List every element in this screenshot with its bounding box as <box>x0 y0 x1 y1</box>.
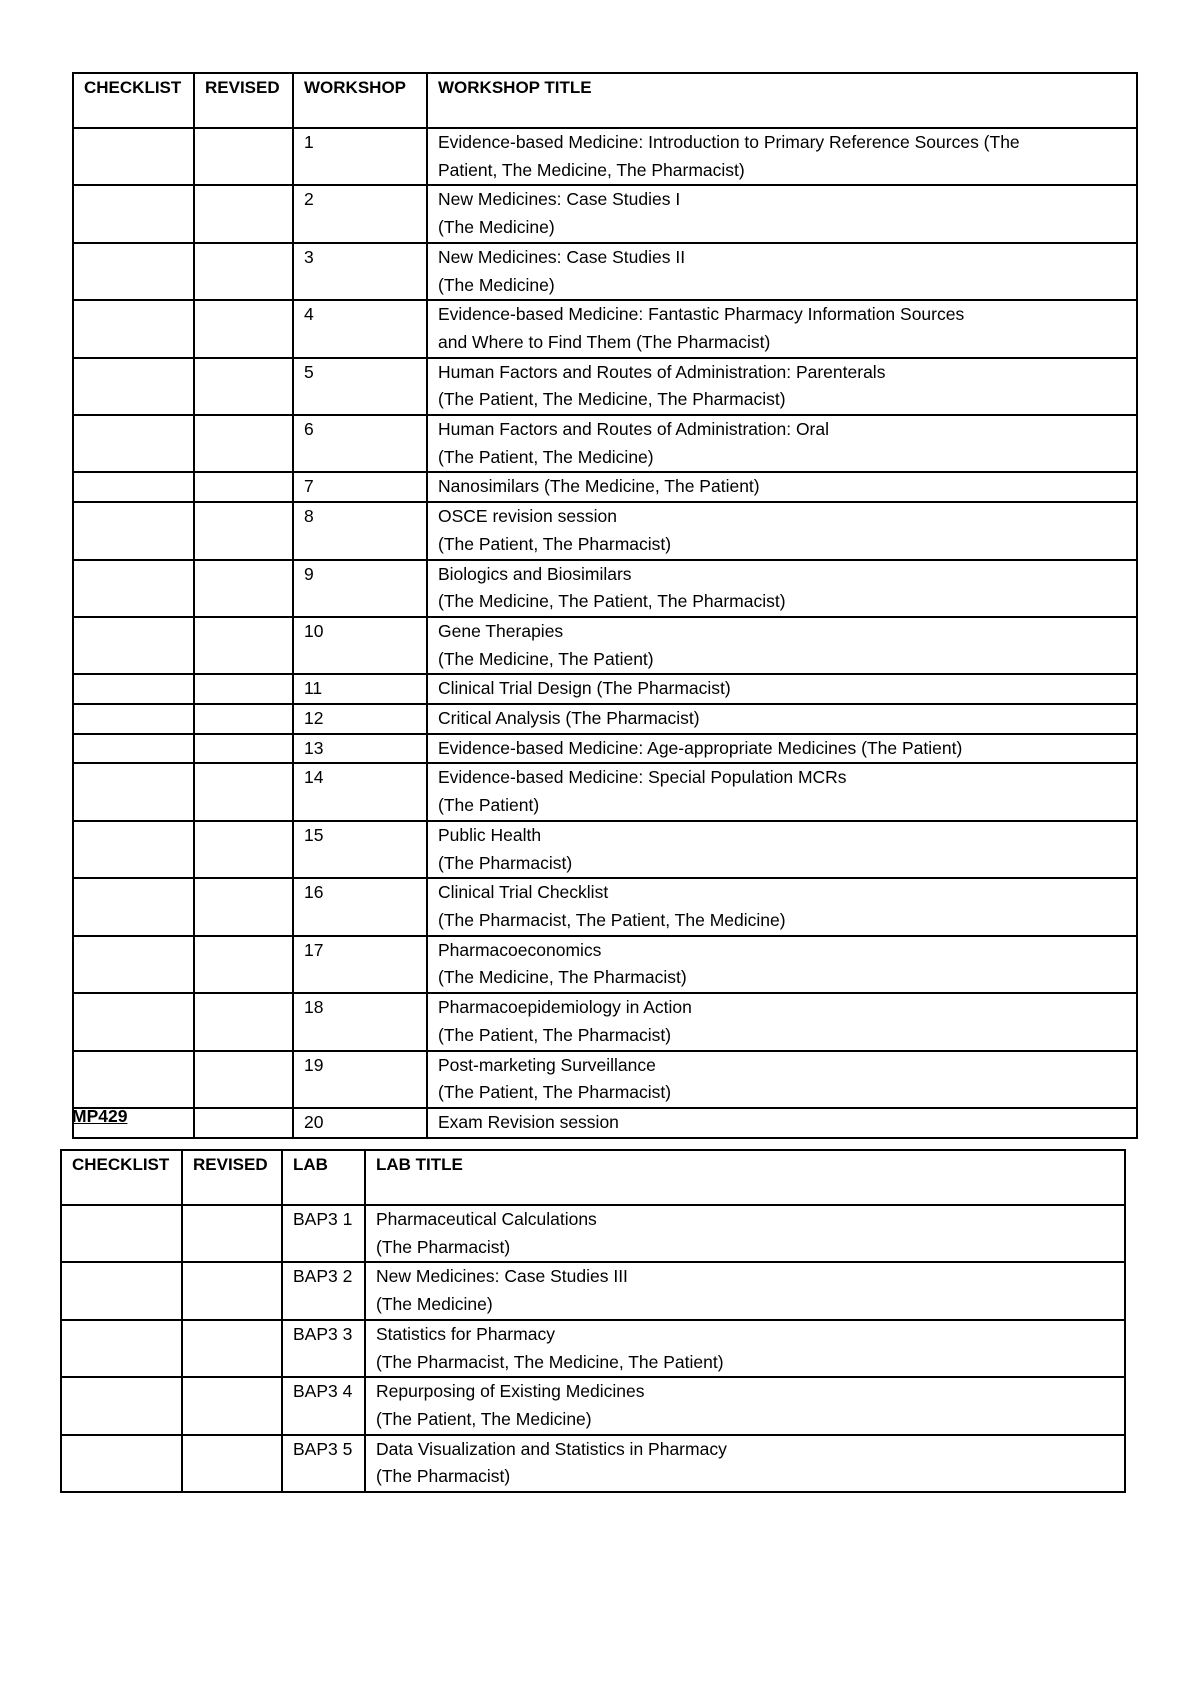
lab-header-row <box>61 1150 1125 1205</box>
workshop-number: 3 <box>293 243 427 300</box>
workshop-title-line: Clinical Trial Checklist <box>438 882 609 903</box>
header-revised: REVISED <box>194 73 293 128</box>
table-row <box>73 243 1137 300</box>
lab-title <box>365 1320 1125 1377</box>
workshop-title-line: Pharmacoeconomics <box>438 939 602 960</box>
table-row <box>73 502 1137 559</box>
header-lab-title: LAB TITLE <box>365 1150 1125 1205</box>
workshop-title <box>427 936 1137 993</box>
revised-cell[interactable] <box>182 1320 282 1377</box>
lab-table <box>60 1149 1126 1493</box>
checklist-cell[interactable] <box>73 704 194 734</box>
workshop-number: 8 <box>293 502 427 559</box>
workshop-title-line: Clinical Trial Design (The Pharmacist) <box>438 678 731 699</box>
header-lab: LAB <box>282 1150 365 1205</box>
table-row <box>73 763 1137 820</box>
workshop-subtitle-line: (The Patient) <box>438 795 540 816</box>
workshop-title-line: Evidence-based Medicine: Introduction to Primary Reference Sources (The <box>438 132 1020 152</box>
workshop-title <box>427 674 1137 704</box>
lab-subtitle-line: (The Pharmacist) <box>376 1466 511 1487</box>
table-row <box>73 300 1137 357</box>
revised-cell[interactable] <box>182 1377 282 1434</box>
workshop-number: 4 <box>293 300 427 357</box>
table-row <box>73 993 1137 1050</box>
workshop-number: 7 <box>293 472 427 502</box>
table-row <box>73 415 1137 472</box>
workshop-title <box>427 472 1137 502</box>
lab-title <box>365 1262 1125 1319</box>
checklist-cell[interactable] <box>73 936 194 993</box>
workshop-number: 2 <box>293 185 427 242</box>
workshop-title <box>427 1108 1137 1138</box>
workshop-title-line: Biologics and Biosimilars <box>438 563 632 584</box>
revised-cell[interactable] <box>194 878 293 935</box>
workshop-title <box>427 704 1137 734</box>
workshop-number: 9 <box>293 560 427 617</box>
table-row <box>61 1435 1125 1492</box>
checklist-cell[interactable] <box>73 993 194 1050</box>
workshop-title <box>427 878 1137 935</box>
table-row <box>61 1205 1125 1262</box>
revised-cell[interactable] <box>182 1435 282 1492</box>
revised-cell[interactable] <box>194 243 293 300</box>
checklist-cell[interactable] <box>73 1051 194 1108</box>
workshop-title-line: New Medicines: Case Studies II <box>438 246 686 267</box>
workshop-title-line: Evidence-based Medicine: Special Population MCRs <box>438 767 847 788</box>
workshop-title <box>427 993 1137 1050</box>
table-row <box>73 704 1137 734</box>
lab-code: BAP3 3 <box>282 1320 365 1377</box>
revised-cell[interactable] <box>182 1205 282 1262</box>
workshop-subtitle-line: (The Pharmacist, The Patient, The Medicine) <box>438 909 786 930</box>
workshop-title <box>427 415 1137 472</box>
table-row <box>73 936 1137 993</box>
revised-cell[interactable] <box>194 128 293 185</box>
checklist-cell[interactable] <box>73 128 194 185</box>
workshop-number: 15 <box>293 821 427 878</box>
table-row <box>73 1051 1137 1108</box>
workshop-header-row <box>73 73 1137 128</box>
workshop-subtitle-line: (The Patient, The Pharmacist) <box>438 533 672 554</box>
revised-cell[interactable] <box>194 617 293 674</box>
lab-subtitle-line: (The Pharmacist, The Medicine, The Patient) <box>376 1351 724 1372</box>
table-row <box>73 185 1137 242</box>
revised-cell[interactable] <box>194 763 293 820</box>
workshop-title <box>427 821 1137 878</box>
workshop-table <box>72 72 1138 1139</box>
workshop-title-line: Gene Therapies <box>438 620 564 641</box>
workshop-subtitle-line: (The Pharmacist) <box>438 852 573 873</box>
workshop-number: 17 <box>293 936 427 993</box>
lab-rows <box>61 1205 1125 1492</box>
checklist-cell[interactable] <box>73 878 194 935</box>
table-row <box>73 821 1137 878</box>
workshop-title-line: Critical Analysis (The Pharmacist) <box>438 708 700 729</box>
revised-cell[interactable] <box>194 993 293 1050</box>
workshop-title <box>427 358 1137 415</box>
workshop-title-line: New Medicines: Case Studies I <box>438 189 681 210</box>
workshop-number: 10 <box>293 617 427 674</box>
table-row <box>73 128 1137 185</box>
revised-cell[interactable] <box>194 185 293 242</box>
workshop-number: 20 <box>293 1108 427 1138</box>
workshop-number: 11 <box>293 674 427 704</box>
header-revised: REVISED <box>182 1150 282 1205</box>
workshop-number: 19 <box>293 1051 427 1108</box>
workshop-number: 18 <box>293 993 427 1050</box>
workshop-subtitle-line: (The Patient, The Medicine, The Pharmacist) <box>438 389 786 410</box>
workshop-title <box>427 300 1137 357</box>
workshop-title-line: OSCE revision session <box>438 506 617 527</box>
workshop-number: 16 <box>293 878 427 935</box>
checklist-cell[interactable] <box>73 185 194 242</box>
revised-cell[interactable] <box>194 502 293 559</box>
lab-code: BAP3 5 <box>282 1435 365 1492</box>
table-row <box>73 674 1137 704</box>
checklist-cell[interactable] <box>61 1262 182 1319</box>
header-checklist: CHECKLIST <box>73 73 194 128</box>
lab-subtitle-line: (The Pharmacist) <box>376 1236 511 1257</box>
header-workshop-title: WORKSHOP TITLE <box>427 73 1137 128</box>
revised-cell[interactable] <box>194 560 293 617</box>
checklist-cell[interactable] <box>73 763 194 820</box>
table-row <box>73 1108 1137 1138</box>
lab-code: BAP3 4 <box>282 1377 365 1434</box>
table-row <box>73 472 1137 502</box>
workshop-number: 1 <box>293 128 427 185</box>
checklist-cell[interactable] <box>73 821 194 878</box>
workshop-title-line: Evidence-based Medicine: Age-appropriate Medicines (The Patient) <box>438 737 963 758</box>
revised-cell[interactable] <box>194 674 293 704</box>
workshop-title <box>427 185 1137 242</box>
checklist-cell[interactable] <box>73 243 194 300</box>
workshop-number: 5 <box>293 358 427 415</box>
revised-cell[interactable] <box>194 734 293 764</box>
table-row <box>73 734 1137 764</box>
workshop-title <box>427 128 1137 185</box>
workshop-title <box>427 560 1137 617</box>
table-row <box>73 878 1137 935</box>
revised-cell[interactable] <box>194 415 293 472</box>
lab-code: BAP3 2 <box>282 1262 365 1319</box>
workshop-number: 13 <box>293 734 427 764</box>
workshop-title-line: Public Health <box>438 824 542 845</box>
workshop-title <box>427 502 1137 559</box>
workshop-subtitle-line: (The Medicine, The Patient) <box>438 648 654 669</box>
checklist-cell[interactable] <box>61 1377 182 1434</box>
module-code: MP429 <box>72 1106 128 1126</box>
workshop-title <box>427 617 1137 674</box>
revised-cell[interactable] <box>194 472 293 502</box>
lab-title-line: Data Visualization and Statistics in Pharmacy <box>376 1438 727 1459</box>
table-row <box>73 617 1137 674</box>
workshop-title <box>427 763 1137 820</box>
revised-cell[interactable] <box>194 358 293 415</box>
workshop-title-line: Human Factors and Routes of Administration: Oral <box>438 419 830 440</box>
workshop-title-line: Human Factors and Routes of Administration: Parenterals <box>438 361 886 382</box>
workshop-title <box>427 734 1137 764</box>
lab-title-line: Repurposing of Existing Medicines <box>376 1381 645 1402</box>
workshop-title-line: Exam Revision session <box>438 1111 619 1132</box>
workshop-subtitle-line: (The Medicine) <box>438 217 555 238</box>
workshop-rows <box>73 128 1137 1138</box>
lab-title-line: Statistics for Pharmacy <box>376 1323 555 1344</box>
workshop-number: 6 <box>293 415 427 472</box>
lab-subtitle-line: (The Medicine) <box>376 1294 493 1315</box>
workshop-subtitle-line: (The Patient, The Medicine) <box>438 446 654 467</box>
lab-title-line: Pharmaceutical Calculations <box>376 1209 597 1229</box>
workshop-subtitle-line: (The Patient, The Pharmacist) <box>438 1082 672 1103</box>
revised-cell[interactable] <box>182 1262 282 1319</box>
workshop-number: 12 <box>293 704 427 734</box>
checklist-cell[interactable] <box>73 300 194 357</box>
lab-title <box>365 1205 1125 1262</box>
table-row <box>73 560 1137 617</box>
lab-subtitle-line: (The Patient, The Medicine) <box>376 1408 592 1429</box>
table-row <box>61 1377 1125 1434</box>
checklist-cell[interactable] <box>73 472 194 502</box>
workshop-subtitle-line: (The Medicine) <box>438 274 555 295</box>
checklist-cell[interactable] <box>73 502 194 559</box>
header-checklist: CHECKLIST <box>61 1150 182 1205</box>
revised-cell[interactable] <box>194 936 293 993</box>
table-row <box>73 358 1137 415</box>
lab-title-line: New Medicines: Case Studies III <box>376 1266 628 1287</box>
revised-cell[interactable] <box>194 821 293 878</box>
workshop-title-line: Post-marketing Surveillance <box>438 1054 656 1075</box>
checklist-cell[interactable] <box>61 1320 182 1377</box>
workshop-number: 14 <box>293 763 427 820</box>
workshop-title-line: Nanosimilars (The Medicine, The Patient) <box>438 476 760 497</box>
table-row <box>61 1262 1125 1319</box>
header-workshop: WORKSHOP <box>293 73 427 128</box>
workshop-subtitle-line: (The Patient, The Pharmacist) <box>438 1024 672 1045</box>
checklist-cell[interactable] <box>73 617 194 674</box>
table-row <box>61 1320 1125 1377</box>
workshop-subtitle-line: (The Medicine, The Pharmacist) <box>438 967 687 988</box>
workshop-title-line: Evidence-based Medicine: Fantastic Pharmacy Information Sources <box>438 304 965 325</box>
lab-code: BAP3 1 <box>282 1205 365 1262</box>
checklist-cell[interactable] <box>73 358 194 415</box>
revised-cell[interactable] <box>194 1108 293 1138</box>
checklist-cell[interactable] <box>73 734 194 764</box>
checklist-cell[interactable] <box>61 1205 182 1262</box>
lab-title <box>365 1435 1125 1492</box>
revised-cell[interactable] <box>194 300 293 357</box>
revised-cell[interactable] <box>194 1051 293 1108</box>
revised-cell[interactable] <box>194 704 293 734</box>
workshop-subtitle-line: and Where to Find Them (The Pharmacist) <box>438 331 771 352</box>
checklist-cell[interactable] <box>73 674 194 704</box>
workshop-subtitle-line: (The Medicine, The Patient, The Pharmacist) <box>438 591 786 612</box>
workshop-subtitle-line: Patient, The Medicine, The Pharmacist) <box>438 159 745 180</box>
checklist-cell[interactable] <box>73 560 194 617</box>
workshop-title-line: Pharmacoepidemiology in Action <box>438 997 692 1018</box>
workshop-title <box>427 1051 1137 1108</box>
lab-title <box>365 1377 1125 1434</box>
workshop-title <box>427 243 1137 300</box>
checklist-cell[interactable] <box>61 1435 182 1492</box>
checklist-cell[interactable] <box>73 415 194 472</box>
